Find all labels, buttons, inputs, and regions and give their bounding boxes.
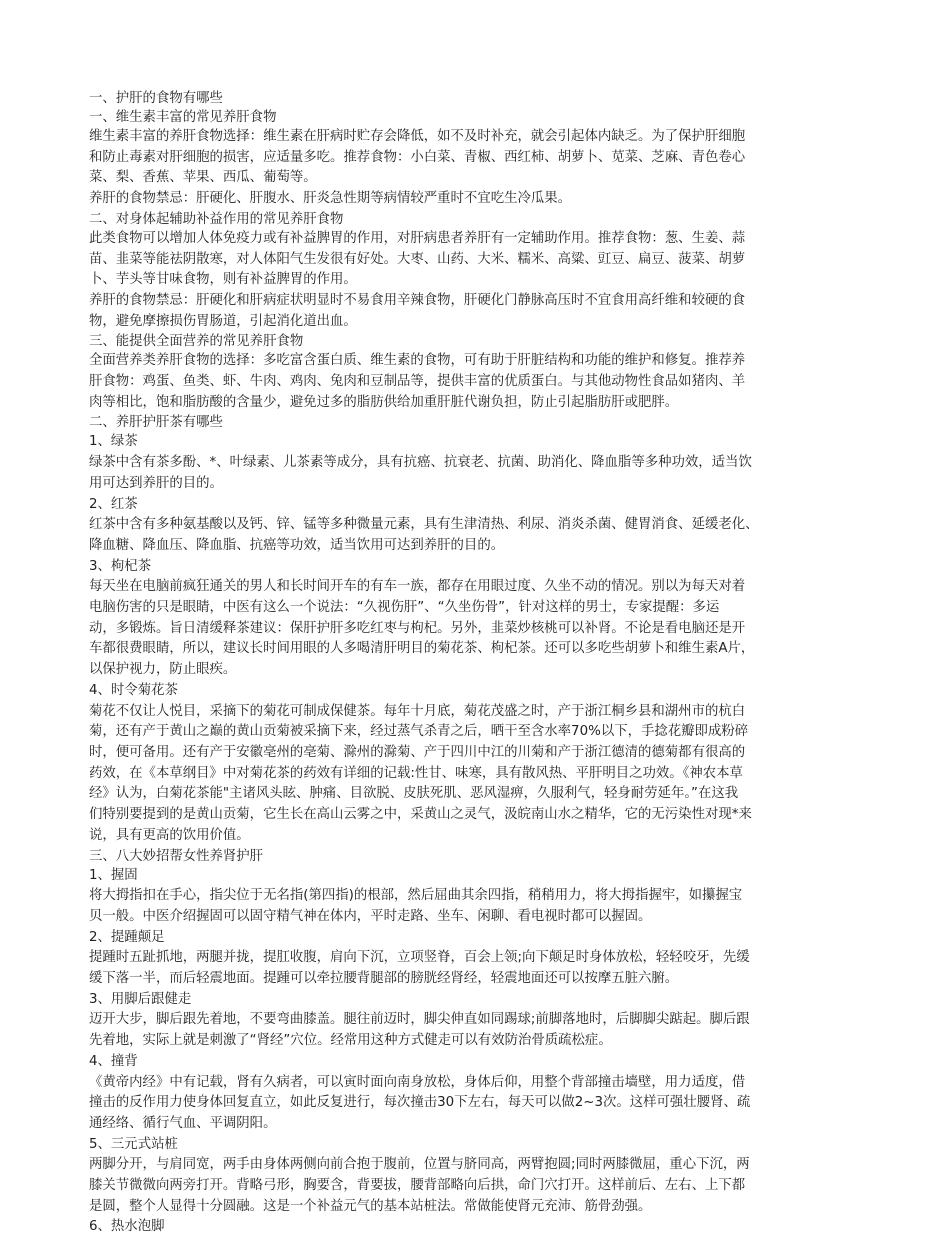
text-line: 用可达到养肝的目的。: [89, 475, 223, 491]
text-line: 菊，还有产于黄山之巅的黄山贡菊被采摘下来，经过蒸气杀青之后，晒干至含水率70%以下，手捻花瓣即成粉碎: [89, 724, 749, 740]
text-line: 经》认为，白菊花茶能"主诸风头眩、肿痛、目欲脱、皮肤死肌、恶风湿痹，久服利气，轻身耐劳延年。”在这我: [89, 786, 739, 802]
text-line: 电脑伤害的只是眼睛，中医有这么一个说法：“久视伤肝”、“久坐伤骨”，针对这样的男士，专家提醒：多运: [89, 600, 720, 616]
heading-liver-teas: 二、养肝护肝茶有哪些: [89, 415, 223, 431]
item-title-heel-walk: 3、用脚后跟健走: [89, 991, 192, 1007]
text-line: 养肝的食物禁忌：肝硬化和肝病症状明显时不易食用辛辣食物，肝硬化门静脉高压时不宜食用高纤维和较硬的食: [89, 292, 746, 308]
item-title-black-tea: 2、红茶: [89, 496, 138, 512]
text-line: 维生素丰富的养肝食物选择：维生素在肝病时贮存会降低，如不及时补充，就会引起体内缺乏。为了保护肝细胞: [89, 129, 746, 144]
text-line: 《黄帝内经》中有记载，肾有久病者，可以寅时面向南身放松，身体后仰，用整个背部撞击墙壁，用力适度，借: [89, 1074, 746, 1090]
paragraph-vitamin-foods: [89, 127, 864, 189]
text-line: 苗、韭菜等能祛阴散寒，对人体阳气生发很有好处。大枣、山药、大米、糯米、高粱、豇豆、扁豆、菠菜、胡萝: [89, 251, 746, 267]
heading-kidney-exercises: 三、八大妙招帮女性养肾护肝: [89, 848, 264, 864]
text-line: 此类食物可以增加人体免疫力或有补益脾胃的作用，对肝病患者养肝有一定辅助作用。推荐食物：葱、生姜、蒜: [89, 230, 746, 246]
text-line: 肝食物：鸡蛋、鱼类、虾、牛肉、鸡肉、兔肉和豆制品等，提供丰富的优质蛋白。与其他动物性食品如猪肉、羊: [89, 374, 746, 390]
paragraph-green-tea: [89, 453, 864, 494]
text-line: 贝一般。中医介绍握固可以固守精气神在体内，平时走路、坐车、闲聊、看电视时都可以握固。: [89, 908, 652, 924]
paragraph-heel-raise: [89, 948, 864, 989]
text-line: 迈开大步，脚后跟先着地，不要弯曲膝盖。腿往前迈时，脚尖伸直如同踢球;前脚落地时，后脚脚尖踮起。脚后跟: [89, 1012, 750, 1028]
heading-liver-foods: 一、护肝的食物有哪些: [89, 91, 223, 106]
paragraph-chrysanthemum-tea: [89, 702, 864, 847]
text-line: 是圆，整个人显得十分圆融。这是一个补益元气的基本站桩法。常做能使肾元充沛、筋骨劲强。: [89, 1198, 652, 1214]
text-line: 和防止毒素对肝细胞的损害，应适量多吃。推荐食物：小白菜、青椒、西红柿、胡萝卜、苋菜、芝麻、青色卷心: [89, 149, 746, 165]
item-title-standing-stake: 5、三元式站桩: [89, 1136, 178, 1152]
text-line: 先着地，实际上就是刺激了“肾经”穴位。经常用这种方式健走可以有效防治骨质疏松症。: [89, 1033, 612, 1049]
text-line: 通经络、循行气血、平调阴阳。: [89, 1115, 277, 1131]
item-title-green-tea: 1、绿茶: [89, 434, 138, 450]
item-title-back-bump: 4、撞背: [89, 1053, 138, 1069]
item-title-grip: 1、握固: [89, 867, 138, 883]
item-title-foot-soak: 6、热水泡脚: [89, 1219, 165, 1235]
text-line: 绿茶中含有茶多酚、*、叶绿素、儿茶素等成分，具有抗癌、抗衰老、抗菌、助消化、降血脂等多种功效，适当饮: [89, 455, 752, 471]
text-line: 降血糖、降血压、降血脂、抗癌等功效，适当饮用可达到养肝的目的。: [89, 537, 505, 553]
text-line: 红茶中含有多种氨基酸以及钙、锌、锰等多种微量元素，具有生津清热、利尿、消炎杀菌、健胃消食、延缓老化、: [89, 517, 759, 533]
text-line: 全面营养类养肝食物的选择：多吃富含蛋白质、维生素的食物，可有助于肝脏结构和功能的维护和修复。推荐养: [89, 353, 746, 369]
text-line: 说，具有更高的饮用价值。: [89, 827, 250, 843]
item-title-goji-tea: 3、枸杞茶: [89, 558, 152, 574]
text-line: 物，避免摩擦损伤胃肠道，引起消化道出血。: [89, 313, 357, 329]
text-line: 动，多锻炼。旨日清缓释茶建议：保肝护肝多吃红枣与枸杞。另外，韭菜炒核桃可以补肾。不论是看电脑还是开: [89, 620, 746, 636]
text-line: 车都很费眼睛，所以，建议长时间用眼的人多喝清肝明目的菊花茶、枸杞茶。还可以多吃些胡萝卜和维生素A片，: [89, 641, 755, 657]
item-title-chrysanthemum-tea: 4、时令菊花茶: [89, 682, 178, 698]
paragraph-nutrition-foods: [89, 351, 864, 413]
section-title-auxiliary-foods: 二、对身体起辅助补益作用的常见养肝食物: [89, 211, 344, 227]
section-title-nutrition-foods: 三、能提供全面营养的常见养肝食物: [89, 334, 304, 350]
section-title-vitamin-foods: 一、维生素丰富的常见养肝食物: [89, 110, 277, 125]
document-page: [89, 89, 864, 1238]
paragraph-grip: [89, 886, 864, 927]
text-line: 菊花不仅让人悦目，采摘下的菊花可制成保健茶。每年十月底，菊花茂盛之时，产于浙江桐乡县和湖州市的杭白: [89, 703, 746, 719]
text-line: 们特别要提到的是黄山贡菊，它生长在高山云雾之中，采黄山之灵气，汲皖南山水之精华，它的无污染性对现*来: [89, 807, 752, 823]
item-title-heel-raise: 2、提踵颠足: [89, 929, 165, 945]
text-line: 药效，在《本草纲目》中对菊花茶的药效有详细的记载:性甘、味寒，具有散风热、平肝明目之功效。《神农本草: [89, 765, 743, 781]
text-line: 撞击的反作用力使身体回复直立，如此反复进行，每次撞击30下左右，每天可以做2~3次。这样可强壮腰肾、疏: [89, 1095, 751, 1111]
text-line: 膝关节微微向两旁打开。背略弓形，胸要含，背要拔，腰背部略向后拱，命门穴打开。这样前后、左右、上下都: [89, 1178, 746, 1194]
paragraph-vitamin-taboo: [89, 189, 864, 210]
text-line: 养肝的食物禁忌：肝硬化、肝腹水、肝炎急性期等病情较严重时不宜吃生冷瓜果。: [89, 191, 572, 207]
text-line: 以保护视力，防止眼疾。: [89, 662, 237, 678]
paragraph-heel-walk: [89, 1010, 864, 1051]
text-line: 时，便可备用。还有产于安徽亳州的亳菊、滁州的滁菊、产于四川中江的川菊和产于浙江德清的德菊都有很高的: [89, 744, 746, 760]
paragraph-back-bump: [89, 1073, 864, 1135]
text-line: 两脚分开，与肩同宽，两手由身体两侧向前合抱于腹前，位置与脐同高，两臂抱圆;同时两膝微屈，重心下沉，两: [89, 1157, 750, 1173]
paragraph-black-tea: [89, 515, 864, 556]
text-line: 缓下落一半，而后轻震地面。提踵可以牵拉腰背腿部的膀胱经肾经，轻震地面还可以按摩五脏六腑。: [89, 971, 679, 987]
text-line: 将大拇指扣在手心，指尖位于无名指(第四指)的根部，然后屈曲其余四指，稍稍用力，将大拇指握牢，如攥握宝: [89, 888, 743, 904]
text-line: 卜、芋头等甘味食物，则有补益脾胃的作用。: [89, 272, 357, 288]
text-line: 肉等相比，饱和脂肪酸的含量少，避免过多的脂肪供给加重肝脏代谢负担，防止引起脂肪肝或肥胖。: [89, 394, 679, 410]
paragraph-standing-stake: [89, 1155, 864, 1217]
paragraph-auxiliary-taboo: [89, 291, 864, 332]
text-line: 菜、梨、香蕉、苹果、西瓜、葡萄等。: [89, 170, 317, 186]
text-line: 每天坐在电脑前疯狂通关的男人和长时间开车的有车一族，都存在用眼过度、久坐不动的情况。别以为每天对着: [89, 579, 746, 595]
paragraph-goji-tea: [89, 577, 864, 681]
paragraph-auxiliary-foods: [89, 229, 864, 291]
text-line: 提踵时五趾抓地，两腿并拢，提肛收腹，肩向下沉，立项竖脊，百会上领;向下颠足时身体放松，轻轻咬牙，先缓: [89, 950, 750, 966]
